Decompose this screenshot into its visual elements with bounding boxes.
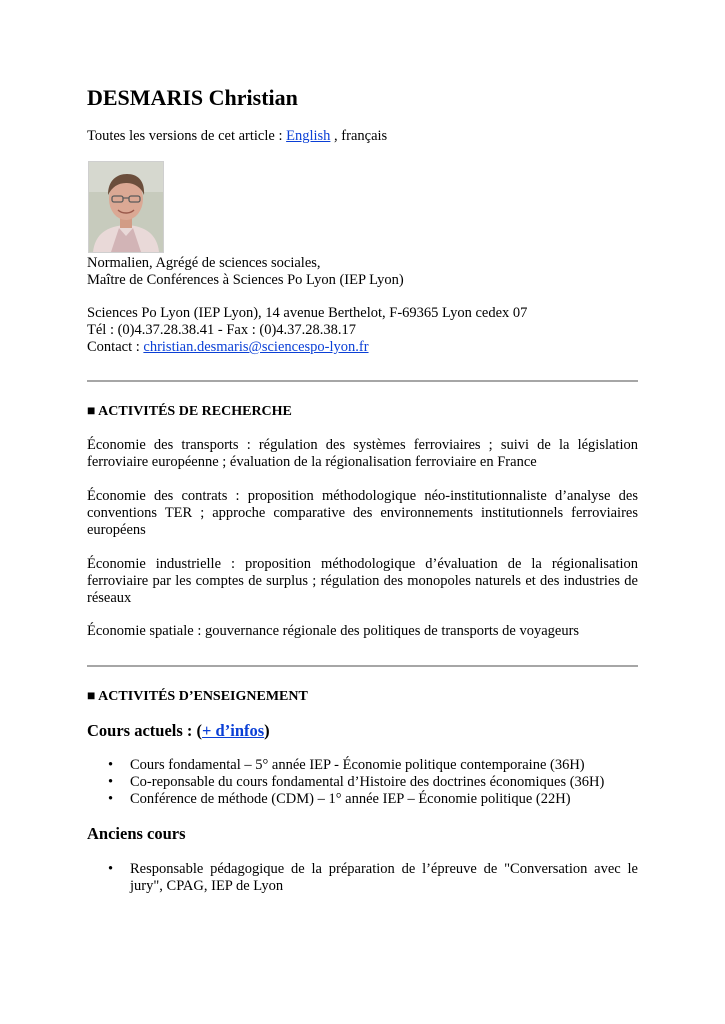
section-divider [87, 665, 638, 667]
contact-block [87, 305, 638, 356]
research-paragraph: Économie des contrats : proposition méthodologique néo-institutionnaliste d’analyse des conventions TER ; approche comparative des environnements institutionnels ferroviaires européens [87, 488, 638, 538]
current-courses-heading [87, 721, 270, 741]
course-label: Conférence de méthode (CDM) – 1° année IEP – Économie politique (22H) [130, 791, 571, 807]
versions-suffix: , français [330, 128, 388, 144]
course-label: Responsable pédagogique de la préparation de l’épreuve de "Conversation avec le jury", CPAG, IEP de Lyon [130, 861, 638, 894]
course-label: Cours fondamental – 5° année IEP - Économie politique contemporaine (36H) [130, 757, 585, 773]
address: Sciences Po Lyon (IEP Lyon), 14 avenue Berthelot, F-69365 Lyon cedex 07 [87, 305, 528, 321]
past-courses-heading: Anciens cours [87, 824, 186, 843]
contact-label: Contact : [87, 339, 144, 355]
list-item [87, 791, 638, 808]
profile-title-line2: Maître de Conférences à Sciences Po Lyon (IEP Lyon) [87, 272, 404, 288]
bullet-icon: • [108, 791, 114, 807]
list-item [87, 774, 638, 791]
research-heading: ■ ACTIVITÉS DE RECHERCHE [87, 404, 292, 419]
portrait-photo [88, 161, 164, 253]
bullet-icon: • [108, 757, 114, 773]
section-divider [87, 380, 638, 382]
research-paragraph: Économie spatiale : gouvernance régionale des politiques de transports de voyageurs [87, 623, 580, 639]
english-version-link[interactable]: English [286, 128, 331, 144]
bullet-icon: • [108, 861, 114, 877]
phone-fax: Tél : (0)4.37.28.38.41 - Fax : (0)4.37.28.38.17 [87, 322, 357, 338]
course-label: Co-reponsable du cours fondamental d’Histoire des doctrines économiques (36H) [130, 774, 605, 790]
list-item [87, 861, 638, 895]
teaching-heading: ■ ACTIVITÉS D’ENSEIGNEMENT [87, 689, 308, 704]
page-title: DESMARIS Christian [87, 85, 298, 110]
more-info-link[interactable]: + d’infos [202, 721, 265, 740]
portrait-photo-icon [89, 162, 163, 252]
profile-title-line1: Normalien, Agrégé de sciences sociales, [87, 255, 321, 271]
current-courses-prefix: Cours actuels : ( [87, 721, 203, 740]
versions-prefix: Toutes les versions de cet article : [87, 128, 287, 144]
contact-email-link[interactable]: christian.desmaris@sciencespo-lyon.fr [143, 339, 369, 355]
bullet-icon: • [108, 774, 114, 790]
current-courses-suffix: ) [264, 721, 270, 740]
profile-titles [87, 255, 638, 289]
research-paragraph: Économie des transports : régulation des systèmes ferroviaires ; suivi de la législation ferroviaire européenne ; évaluation de la régionalisation ferroviaire en France [87, 437, 638, 470]
research-paragraph: Économie industrielle : proposition méthodologique d’évaluation de la régionalisation ferroviaire par les comptes de surplus ; régulation des monopoles naturels et des industries de réseaux [87, 556, 638, 606]
list-item [87, 757, 638, 774]
past-courses-list [87, 861, 638, 895]
contact-line [87, 339, 638, 356]
current-courses-list [87, 757, 638, 808]
article-versions [87, 128, 387, 145]
